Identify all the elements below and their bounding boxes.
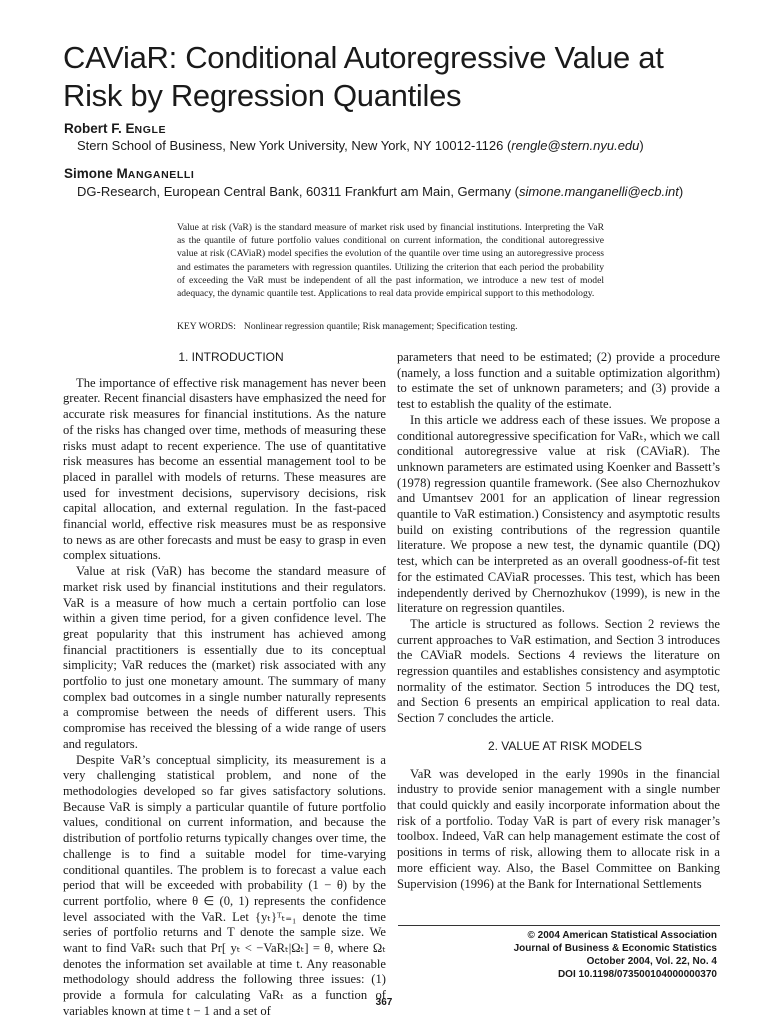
page-number: 367	[375, 997, 393, 1008]
author-2-email[interactable]: simone.manganelli@ecb.int	[518, 184, 679, 199]
keywords-label: KEY WORDS:	[177, 321, 236, 332]
copyright-rule	[398, 925, 720, 926]
paragraph-1: The importance of effective risk management has never been greater. Recent financial disasters have emphasized the need for accurate risk measures for financial institutions. As the nature of the risks has changed over time, methods of measuring these risks must adapt to recent experience. The use of quantitative risk measures has become an essential management tool to be placed in parallel with models of returns. These measures are used for investment decisions, supervisory decisions, risk capital allocation, and external regulation. In the fast-paced financial world, effective risk measures must be as responsive to news as are other forecasts and must be easy to grasp in even complex situations.	[63, 375, 386, 563]
journal-name: Journal of Business & Economic Statistics	[513, 943, 717, 954]
paragraph-5: In this article we address each of these issues. We propose a conditional autoregressive specification for VaRₜ, which we call conditional autoregressive value at risk (CAViaR). The unknown parameters are estimated using Koenker and Bassett’s (1978) regression quantile framework. (See also Chernozhukov and Umantsev 2001 for an application of linear regression quantile to VaR estimation.) Consistency and asymptotic results build on existing contributions of the regression quantile literature. We propose a new test, the dynamic quantile (DQ) test, which can be interpreted as an overall goodness-of-fit test for the estimated CAViaR processes. This test, which has been independently derived by Chernozhukov (1999), is new in the literature on regression quantiles.	[397, 412, 720, 616]
copyright-block	[398, 929, 717, 981]
author-1-name: Robert F. ENGLE	[64, 121, 167, 136]
paragraph-2: Value at risk (VaR) has become the standard measure of market risk used by financial institutions and their regulators. VaR is a measure of how much a certain portfolio can lose within a given time period, for a given confidence level. The great popularity that this instrument has achieved among financial practitioners is essentially due to its conceptual simplicity; VaR reduces the (market) risk associated with any portfolio to just one monetary amount. The summary of many complex bad outcomes in a single number naturally represents a compromise between the needs of different users. This compromise has received the blessing of a wide range of users and regulators.	[63, 564, 386, 751]
right-column	[397, 350, 720, 892]
paragraph-6: The article is structured as follows. Section 2 reviews the current approaches to VaR estimation, and Section 3 introduces the CAViaR models. Sections 4 reviews the literature on regression quantiles and establishes consistency and asymptotic normality of the estimator. Section 5 introduces the DQ test, and Section 6 presents an empirical application to real data. Section 7 concludes the article.	[397, 616, 720, 726]
keywords-text: Nonlinear regression quantile; Risk management; Specification testing.	[243, 321, 518, 332]
paragraph-7: VaR was developed in the early 1990s in the financial industry to provide senior management with a single number that could quickly and easily incorporate information about the risk of a portfolio. Today VaR is part of every risk manager’s toolbox. Indeed, VaR can help management estimate the cost of positions in terms of risk, allowing them to allocate risk in a more efficient way. Also, the Basel Committee on Banking Supervision (1996) at the Bank for International Settlements	[397, 766, 720, 891]
journal-issue: October 2004, Vol. 22, No. 4	[586, 956, 717, 967]
author-1-affiliation: Stern School of Business, New York University, New York, NY 10012-1126 (rengle@stern.nyu.edu)	[77, 138, 644, 153]
paper-title: CAViaR: Conditional Autoregressive Value at Risk by Regression Quantiles	[63, 39, 664, 113]
copyright-line: © 2004 American Statistical Association	[527, 930, 717, 941]
abstract: Value at risk (VaR) is the standard measure of market risk used by financial institutions. Interpreting the VaR as the quantile of future portfolio values conditional on current information, the conditional autoregressive value at risk (CAViaR) model specifies the evolution of the quantile over time using an autoregressive process and estimates the parameters with regression quantiles. Utilizing the criterion that each period the probability of exceeding the VaR must be independent of all the past information, we introduce a new test of model adequacy, the dynamic quantile test. Applications to real data provide empirical support to this methodology.	[177, 222, 604, 300]
section-1-heading: 1. INTRODUCTION	[178, 350, 284, 364]
paragraph-4: parameters that need to be estimated; (2) provide a procedure (namely, a loss function and a suitable optimization algorithm) to estimate the set of unknown parameters; and (3) provide a test to establish the quality of the estimate.	[397, 350, 720, 412]
doi: DOI 10.1198/073500104000000370	[557, 969, 717, 980]
left-column	[63, 350, 386, 1020]
keywords	[177, 321, 604, 332]
author-2-affiliation: DG-Research, European Central Bank, 60311 Frankfurt am Main, Germany (simone.manganelli@ecb.int)	[77, 184, 684, 199]
paragraph-3: Despite VaR’s conceptual simplicity, its measurement is a very challenging statistical problem, and none of the methodologies developed so far gives satisfactory solutions. Because VaR is simply a particular quantile of future portfolio values, conditional on current information, and because the distribution of portfolio returns typically changes over time, the challenge is to find a suitable model for time-varying conditional quantiles. The problem is to forecast a value each period that will be exceeded with probability (1 − θ) by the current portfolio, where θ ∈ (0, 1) represents the confidence level associated with the VaR. Let {yₜ}ᵀₜ₌₁ denote the time series of portfolio returns and T denote the sample size. We want to find VaRₜ such that Pr[ yₜ < −VaRₜ|Ωₜ] = θ, where Ωₜ denotes the information set available at time t. Any reasonable methodology should address the following three issues: (1) provide a formula for calculating VaRₜ as a function of variables known at time t − 1 and a set of	[63, 752, 386, 1018]
author-1-email[interactable]: rengle@stern.nyu.edu	[511, 138, 640, 153]
section-2-heading: 2. VALUE AT RISK MODELS	[487, 738, 643, 753]
author-2-name: Simone MANGANELLI	[64, 166, 195, 181]
